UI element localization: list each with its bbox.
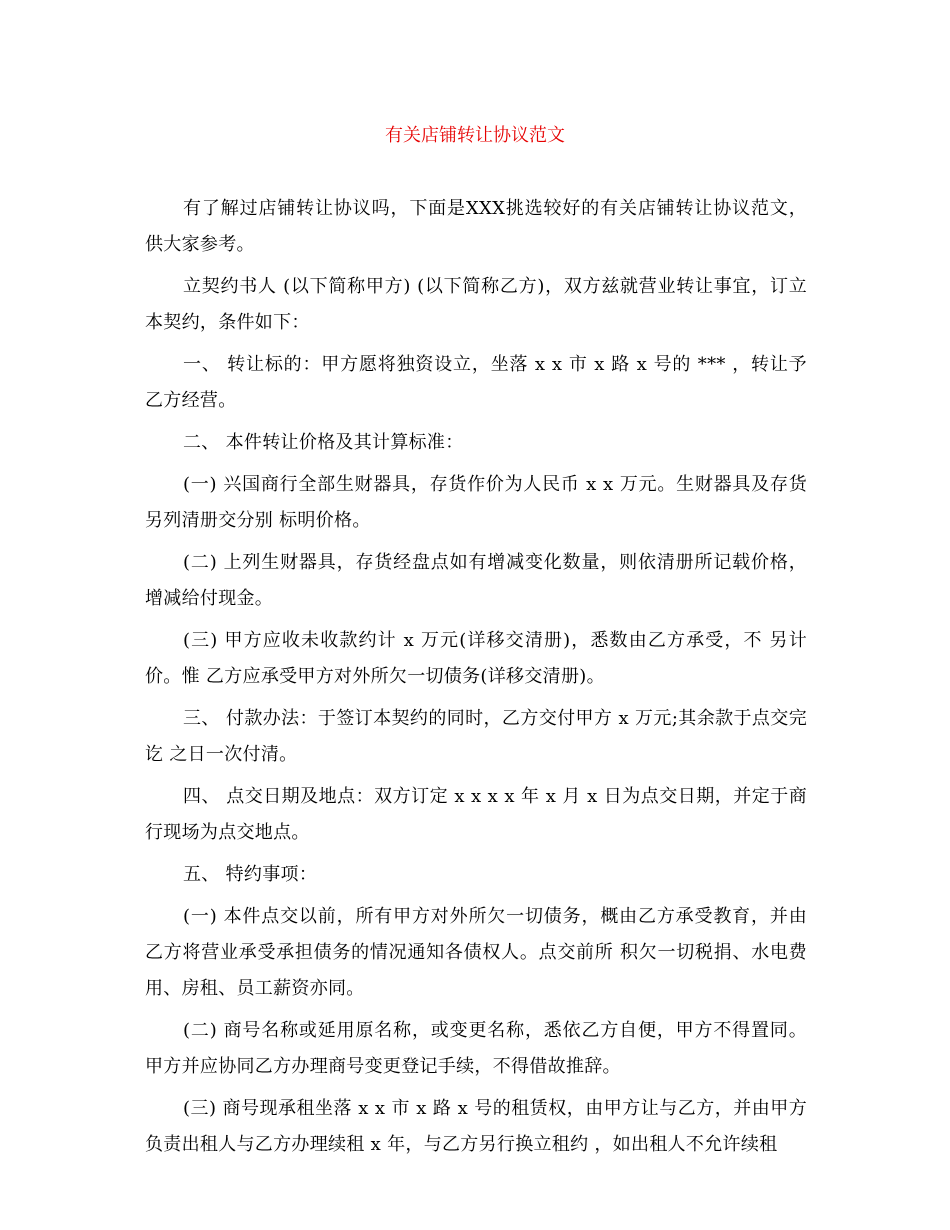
paragraph-clause-5-3: (三) 商号现承租坐落 x x 市 x 路 x 号的租赁权，由甲方让与乙方，并由甲方负责出租人与乙方办理续租 x 年，与乙方另行换立租约 ，如出租人不允许续租 (145, 1098, 807, 1155)
paragraph-clause-2-2: (二) 上列生财器具，存货经盘点如有增减变化数量，则依清册所记载价格，增减给付现金。 (145, 552, 807, 609)
paragraph-clause-2-1: (一) 兴国商行全部生财器具，存货作价为人民币 x x 万元。生财器具及存货另列清册交分别 标明价格。 (145, 474, 807, 531)
paragraph-clause-3: 三、 付款办法：于签订本契约的同时，乙方交付甲方 x 万元;其余款于点交完讫 之日一次付清。 (145, 708, 807, 765)
paragraph-parties: 立契约书人 (以下简称甲方) (以下简称乙方)，双方兹就营业转让事宜，订立本契约，条件如下： (145, 276, 807, 333)
paragraph-clause-2: 二、 本件转让价格及其计算标准： (183, 432, 464, 453)
paragraph-clause-4: 四、 点交日期及地点：双方订定 x x x x 年 x 月 x 日为点交日期，并定于商行现场为点交地点。 (145, 786, 807, 843)
paragraph-clause-5-1: (一) 本件点交以前，所有甲方对外所欠一切债务，概由乙方承受教育，并由乙方将营业承受承担债务的情况通知各债权人。点交前所 积欠一切税捐、水电费用、房租、员工薪资亦同。 (145, 906, 807, 999)
paragraph-clause-2-3: (三) 甲方应收未收款约计 x 万元(详移交清册)，悉数由乙方承受，不 另计价。惟 乙方应承受甲方对外所欠一切债务(详移交清册)。 (145, 630, 807, 687)
paragraph-clause-1: 一、 转让标的：甲方愿将独资设立，坐落 x x 市 x 路 x 号的 *** ，转让予乙方经营。 (145, 354, 807, 411)
paragraph-clause-5: 五、 特约事项： (183, 864, 318, 885)
paragraph-clause-5-2: (二) 商号名称或延用原名称，或变更名称，悉依乙方自便，甲方不得置同。甲方并应协同乙方办理商号变更登记手续，不得借故推辞。 (145, 1020, 807, 1077)
paragraph-intro: 有了解过店铺转让协议吗，下面是XXX挑选较好的有关店铺转让协议范文，供大家参考。 (145, 198, 807, 255)
document-body (145, 191, 807, 1169)
document-title: 有关店铺转让协议范文 (385, 125, 565, 146)
